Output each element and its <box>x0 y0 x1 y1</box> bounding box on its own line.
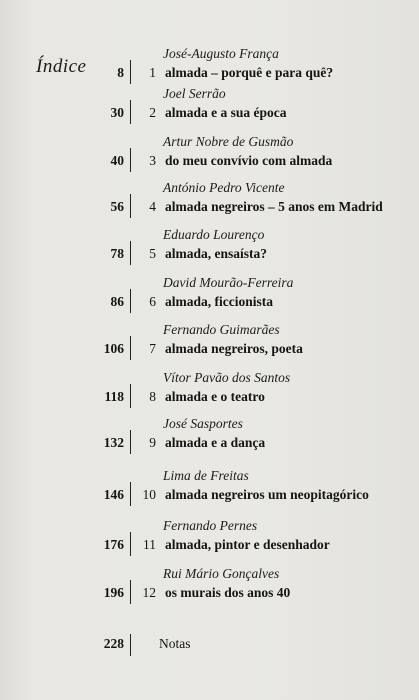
toc-entry <box>0 416 419 456</box>
entry-chapter-number: 7 <box>149 341 156 356</box>
entry-title: do meu convívio com almada <box>165 153 333 168</box>
entry-title: almada, pintor e desenhador <box>165 537 330 552</box>
notes-label: Notas <box>159 636 191 651</box>
entry-chapter-number: 8 <box>149 389 156 404</box>
index-title: Índice <box>36 56 87 77</box>
entry-chapter-number: 11 <box>143 537 156 552</box>
toc-entry <box>0 134 419 174</box>
entry-title: almada e o teatro <box>165 389 265 404</box>
entry-title: almada negreiros – 5 anos em Madrid <box>165 199 383 214</box>
entry-title: almada, ensaísta? <box>165 246 268 261</box>
toc-entry <box>0 227 419 267</box>
entry-author: José Sasportes <box>163 416 243 431</box>
entry-page-number: 132 <box>103 435 124 450</box>
entry-page-number: 118 <box>104 389 124 404</box>
entry-page-number: 30 <box>110 105 124 120</box>
entry-title: almada, ficcionista <box>165 294 273 309</box>
entry-title: almada negreiros um neopitagórico <box>165 487 369 502</box>
entry-divider <box>130 289 131 313</box>
entry-chapter-number: 5 <box>149 246 156 261</box>
toc-entry <box>0 86 419 126</box>
toc-entry <box>0 468 419 508</box>
entry-divider <box>130 100 131 124</box>
entry-author: António Pedro Vicente <box>163 180 285 195</box>
toc-entry <box>0 566 419 606</box>
entry-author: Fernando Guimarães <box>163 322 280 337</box>
entry-divider <box>130 336 131 360</box>
entry-title: os murais dos anos 40 <box>165 585 291 600</box>
entry-page-number: 196 <box>103 585 124 600</box>
entry-page-number: 40 <box>110 153 124 168</box>
entry-page-number: 176 <box>103 537 124 552</box>
entry-title: almada – porquê e para quê? <box>165 65 334 80</box>
entry-author: Rui Mário Gonçalves <box>163 566 280 581</box>
entry-chapter-number: 10 <box>142 487 156 502</box>
entry-page-number: 146 <box>103 487 124 502</box>
entry-divider <box>130 532 131 556</box>
entry-divider <box>130 430 131 454</box>
entry-divider <box>130 482 131 506</box>
notes-page-number: 228 <box>103 636 124 651</box>
entry-page-number: 8 <box>117 65 124 80</box>
entry-page-number: 106 <box>103 341 124 356</box>
entry-author: Eduardo Lourenço <box>163 227 265 242</box>
notes-entry <box>0 634 419 660</box>
entry-chapter-number: 2 <box>149 105 156 120</box>
entry-page-number: 56 <box>110 199 124 214</box>
entry-author: José-Augusto França <box>163 46 279 61</box>
entry-author: Joel Serrão <box>163 86 226 101</box>
entry-title: almada e a dança <box>165 435 266 450</box>
toc-entry <box>0 180 419 220</box>
toc-entry <box>0 322 419 362</box>
entry-chapter-number: 4 <box>149 199 156 214</box>
entry-divider <box>130 241 131 265</box>
entry-divider <box>130 60 131 84</box>
entry-author: David Mourão-Ferreira <box>163 275 294 290</box>
entry-divider <box>130 194 131 218</box>
entry-divider <box>130 580 131 604</box>
entry-page-number: 86 <box>110 294 124 309</box>
toc-entry <box>0 275 419 315</box>
entry-page-number: 78 <box>110 246 124 261</box>
entry-chapter-number: 3 <box>149 153 156 168</box>
entry-chapter-number: 12 <box>142 585 156 600</box>
entry-divider <box>130 148 131 172</box>
entry-author: Lima de Freitas <box>163 468 249 483</box>
toc-entry <box>0 370 419 410</box>
entry-author: Artur Nobre de Gusmão <box>163 134 294 149</box>
toc-entry <box>0 46 419 86</box>
notes-divider <box>130 634 131 656</box>
entry-chapter-number: 6 <box>149 294 156 309</box>
entry-author: Fernando Pernes <box>163 518 258 533</box>
toc-entry <box>0 518 419 558</box>
entry-author: Vítor Pavão dos Santos <box>163 370 291 385</box>
entry-chapter-number: 9 <box>149 435 156 450</box>
entry-chapter-number: 1 <box>149 65 156 80</box>
entry-title: almada negreiros, poeta <box>165 341 303 356</box>
entry-title: almada e a sua época <box>165 105 287 120</box>
entry-divider <box>130 384 131 408</box>
